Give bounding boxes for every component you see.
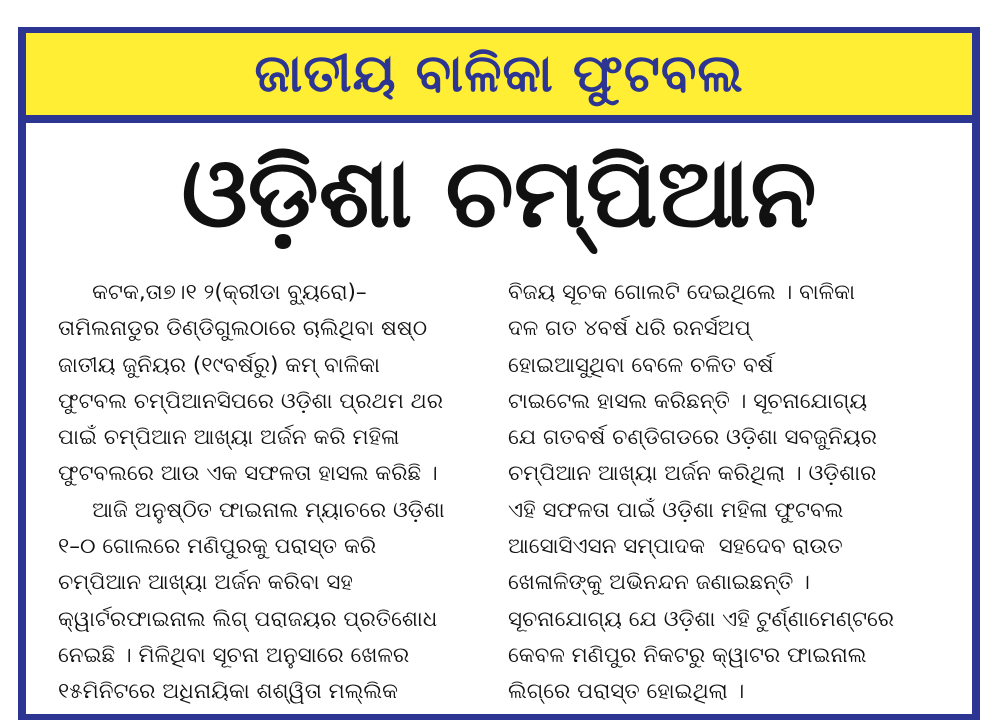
article-body [26,123,972,714]
text-line: ନେଇଛି । ମିଳିଥିବା ସୂଚନା ଅନୁସାରେ ଖେଳର [58,642,410,668]
text-line: ୧୫ମିନିଟରେ ଅଧିନାୟିକା ଶଶ୍ୱିତା ମଲ୍ଲିକ [58,679,399,705]
text-line: ଚମ୍ପିଆନ ଆଖ୍ୟା ଅର୍ଜନ କରିଥିଲା । ଓଡ଼ିଶାର [508,461,877,487]
kicker-text: ଜାତୀୟ ବାଳିକା ଫୁଟବଲ [254,43,744,104]
text-line: କେବଳ ମଣିପୁର ନିକଟରୁ କ୍ୱାଟର ଫାଇନାଲ [508,642,867,668]
kicker-banner [26,33,972,115]
text-line: ଖେଳାଳିଙ୍କୁ ଅଭିନନ୍ଦନ ଜଣାଇଛନ୍ତି । [508,570,810,596]
column-left [58,275,498,711]
article-frame [18,27,980,720]
text-line: ଫୁଟବଲରେ ଆଉ ଏକ ସଫଳତା ହାସଲ କରିଛି । [58,461,438,487]
text-line: ଯେ ଗତବର୍ଷ ଚଣ୍ଡିଗଡରେ ଓଡ଼ିଶା ସବଜୁନିୟର [508,425,877,451]
text-line: ତାମିଲନାଡୁର ଡିଣ୍ଡିଗୁଲଠାରେ ଚାଲିଥିବା ଷଷ୍ଠ [58,316,428,342]
text-line: ପାଇଁ ଚମ୍ପିଆନ ଆଖ୍ୟା ଅର୍ଜନ କରି ମହିଳା [58,425,400,451]
text-line: ୧–୦ ଗୋଲରେ ମଣିପୁରକୁ ପରାସ୍ତ କରି [58,534,377,560]
text-line: କଟକ,ତା୭।୧ ୨(କ୍ରୀଡା ବ୍ୟୁରୋ)– [58,280,367,305]
text-line: ଆଜି ଅନୁଷ୍ଠିତ ଫାଇନାଲ ମ୍ୟାଚରେ ଓଡ଼ିଶା [58,497,445,523]
text-line: କ୍ୱାର୍ଟରଫାଇନାଲ ଲିଗ୍ ପରାଜୟର ପ୍ରତିଶୋଧ [58,606,438,632]
text-line: ଜାତୀୟ ଜୁନିୟର (୧୯ବର୍ଷରୁ) କମ୍ ବାଳିକା [58,352,380,378]
text-line: ସୂଚନାଯୋଗ୍ୟ ଯେ ଓଡ଼ିଶା ଏହି ଟୁର୍ଣ୍ଣାମେଣ୍ଟରେ [508,606,895,632]
text-line: ଟାଇଟେଲ ହାସଲ କରିଛନ୍ତି । ସୂଚନାଯୋଗ୍ୟ [508,388,868,414]
text-line: ଚମ୍ପିଆନ ଆଖ୍ୟା ଅର୍ଜନ କରିବା ସହ [58,570,353,596]
text-line: ଲିଗ୍‌ରେ ପରାସ୍ତ ହୋଇଥିଲା । [508,679,745,705]
text-line: ଦଳ ଗତ ୪ବର୍ଷ ଧରି ରନର୍ସଅପ୍ [508,316,751,342]
text-line: ଫୁଟବଲ ଚମ୍ପିଆନସିପରେ ଓଡ଼ିଶା ପ୍ରଥମ ଥର [58,388,444,414]
text-line: ଆସୋସିଏସନ ସମ୍ପାଦକ ସହଦେବ ରାଉତ [508,534,843,560]
text-line: ବିଜୟ ସୂଚକ ଗୋଲଟି ଦେଇଥିଲେ । ବାଳିକା [508,280,855,305]
text-line: ହୋଇଆସୁଥିବା ବେଳେ ଚଳିତ ବର୍ଷ [508,352,774,378]
headline: ଓଡ଼ିଶା ଚମ୍ପିଆନ [181,137,817,249]
column-right [508,275,958,711]
text-line: ଏହି ସଫଳତା ପାଇଁ ଓଡ଼ିଶା ମହିଳା ଫୁଟବଲ [508,497,844,523]
